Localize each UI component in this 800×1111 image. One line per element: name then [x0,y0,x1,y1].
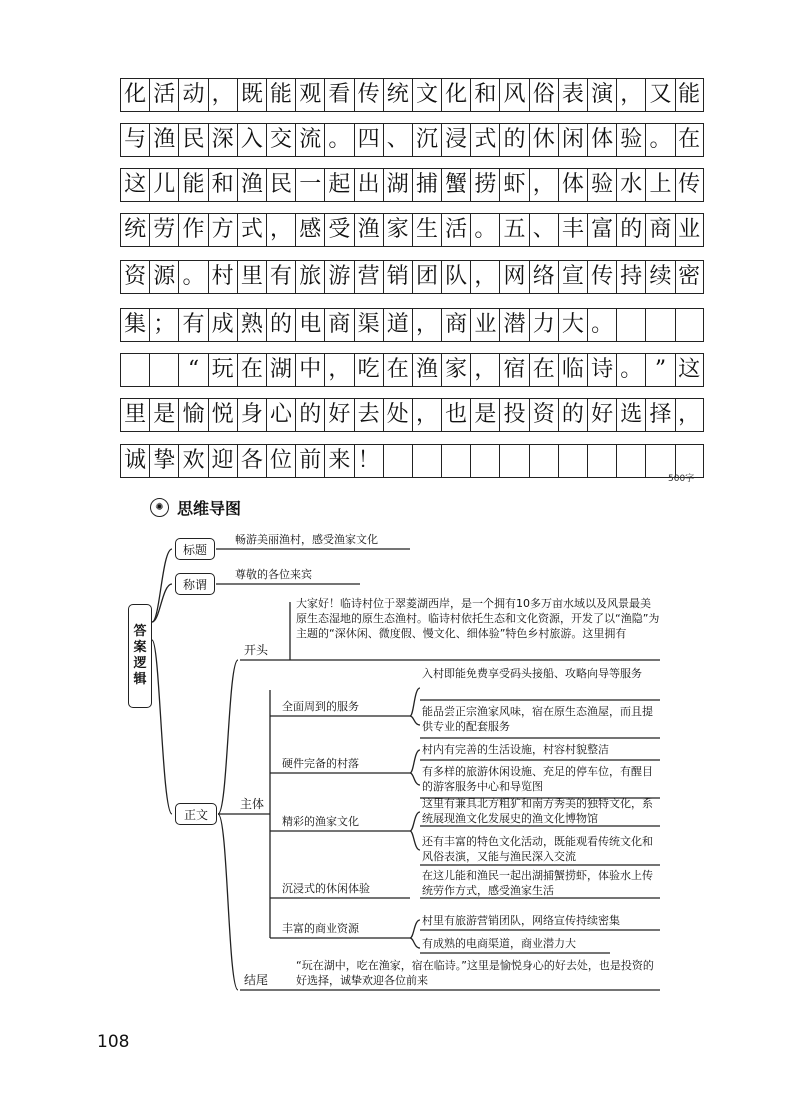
grid-cell: 文 [412,78,441,112]
word-count-label: 500字 [668,474,695,484]
grid-cell: 络 [529,260,558,294]
page-number: 108 [97,1032,130,1052]
grid-cell: 队 [441,260,470,294]
grid-cell: 来 [324,444,353,478]
grid-cell: 各 [237,444,266,478]
grid-cell: ， [529,168,558,202]
grid-cell: 团 [412,260,441,294]
grid-cell: 湖 [383,168,412,202]
grid-cell: 观 [295,78,324,112]
grid-cell: 演 [587,78,616,112]
grid-cell: 玩 [208,353,237,387]
grid-cell: 成 [208,308,237,342]
grid-cell: 民 [178,123,207,157]
grid-cell: 商 [441,308,470,342]
root-node-label [133,624,146,688]
grid-cell: 渔 [354,213,383,247]
grid-cell: 闲 [558,123,587,157]
grid-cell: 水 [616,168,645,202]
grid-cell: 熟 [237,308,266,342]
grid-cell: 里 [120,398,149,432]
grid-cell: 临 [558,353,587,387]
grid-cell: 营 [354,260,383,294]
grid-cell: 虾 [499,168,528,202]
grid-cell: 去 [354,398,383,432]
grid-cell: 。 [587,308,616,342]
grid-cell: 活 [149,78,178,112]
grid-cell: 诚 [120,444,149,478]
ending-node: 结尾 [244,973,269,987]
grid-cell: 的 [616,213,645,247]
grid-cell: 民 [266,168,295,202]
grid-cell: 愉 [178,398,207,432]
grid-cell: 这 [675,353,704,387]
grid-cell: 传 [354,78,383,112]
grid-cell: 源 [149,260,178,294]
grid-cell: 资 [529,398,558,432]
grid-cell: 上 [645,168,674,202]
branch-label: 硬件完备的村落 [282,757,359,770]
grid-cell: 在 [675,123,704,157]
branch-detail: 村里有旅游营销团队，网络宣传持续密集 [422,914,620,927]
grid-cell: 沉 [412,123,441,157]
grid-cell: 化 [441,78,470,112]
grid-cell: 。 [178,260,207,294]
grid-cell: 受 [324,213,353,247]
grid-cell: 村 [208,260,237,294]
grid-cell: 式 [237,213,266,247]
branch-label: 沉浸式的休闲体验 [282,882,370,895]
grid-cell: 好 [324,398,353,432]
branch-detail: 有成熟的电商渠道，商业潜力大 [422,937,576,950]
grid-cell: 传 [587,260,616,294]
grid-cell: 湖 [266,353,295,387]
grid-cell: 择 [645,398,674,432]
grid-cell: 化 [120,78,149,112]
grid-cell: 动 [178,78,207,112]
title-text: 畅游美丽渔村，感受渔家文化 [235,533,378,546]
grid-cell: ， [412,308,441,342]
grid-cell: 在 [383,353,412,387]
grid-cell: ， [470,260,499,294]
grid-cell: 好 [587,398,616,432]
grid-cell: ” [645,353,674,387]
grid-cell: 前 [295,444,324,478]
grid-cell: 作 [178,213,207,247]
grid-cell: 和 [470,78,499,112]
grid-cell: 销 [383,260,412,294]
grid-cell: 旅 [295,260,324,294]
grid-cell: 生 [412,213,441,247]
grid-cell: 风 [499,78,528,112]
grid-cell: 、 [529,213,558,247]
grid-cell: 吃 [354,353,383,387]
grid-cell: 的 [499,123,528,157]
grid-cell: 家 [383,213,412,247]
branch-detail: 有多样的旅游休闲设施、充足的停车位，有醒目的游客服务中心和导览图 [422,765,653,793]
grid-cell: ； [149,308,178,342]
grid-cell: 力 [529,308,558,342]
grid-cell: 验 [616,123,645,157]
grid-cell: 是 [470,398,499,432]
grid-cell: 劳 [149,213,178,247]
grid-cell: 宣 [558,260,587,294]
branch-detail: 在这儿能和渔民一起出湖捕蟹捞虾，体验水上传统劳作方式，感受渔家生活 [422,869,653,897]
grid-cell: 身 [237,398,266,432]
grid-cell: 渠 [354,308,383,342]
grid-cell: 流 [295,123,324,157]
grid-cell: 密 [675,260,704,294]
grid-cell: 体 [558,168,587,202]
grid-cell: 四 [354,123,383,157]
brain-icon: ✺ [150,498,169,517]
grid-cell: 资 [120,260,149,294]
grid-cell: 的 [558,398,587,432]
grid-cell: 丰 [558,213,587,247]
grid-cell: 捞 [470,168,499,202]
mind-map-heading: 思维导图 [177,499,242,518]
grid-cell: 式 [470,123,499,157]
grid-cell: 蟹 [441,168,470,202]
grid-cell: ， [412,398,441,432]
grid-cell: 悦 [208,398,237,432]
address-text: 尊敬的各位来宾 [235,568,312,581]
grid-cell: ， [470,353,499,387]
grid-cell: 感 [295,213,324,247]
grid-cell: 表 [558,78,587,112]
grid-cell: 一 [295,168,324,202]
grid-cell: 处 [383,398,412,432]
grid-cell: 、 [383,123,412,157]
grid-cell: 是 [149,398,178,432]
grid-cell: ！ [354,444,383,478]
grid-cell: 。 [645,123,674,157]
grid-cell: 心 [266,398,295,432]
root-char: 答 [133,624,147,639]
grid-cell: 网 [499,260,528,294]
grid-cell: 儿 [149,168,178,202]
branch-label: 丰富的商业资源 [282,922,359,935]
grid-cell: 诗 [587,353,616,387]
grid-cell: 迎 [208,444,237,478]
grid-cell: 这 [120,168,149,202]
grid-cell: 中 [295,353,324,387]
branch-detail: 入村即能免费享受码头接船、攻略向导等服务 [422,667,642,680]
main-node: 主体 [240,797,265,811]
grid-cell: 方 [208,213,237,247]
grid-cell: 能 [266,78,295,112]
grid-cell: 。 [470,213,499,247]
grid-cell: 业 [675,213,704,247]
grid-cell: 业 [470,308,499,342]
grid-cell: 既 [237,78,266,112]
grid-cell: 五 [499,213,528,247]
grid-cell: 的 [266,308,295,342]
grid-cell: 统 [383,78,412,112]
grid-cell: 渔 [149,123,178,157]
root-char: 辑 [133,672,147,687]
grid-cell: 大 [558,308,587,342]
grid-cell: 传 [675,168,704,202]
root-char: 案 [133,640,147,655]
root-node [128,604,152,708]
grid-cell: 又 [645,78,674,112]
grid-cell: ， [675,398,704,432]
grid-cell: 看 [324,78,353,112]
grid-cell: 在 [529,353,558,387]
title-node: 标题 [175,538,215,560]
branch-detail: 还有丰富的特色文化活动，既能观看传统文化和风俗表演，又能与渔民深入交流 [422,835,653,863]
branch-detail: 这里有兼具北方粗犷和南方秀美的独特文化，系统展现渔文化发展史的渔文化博物馆 [422,797,653,825]
grid-cell: ， [266,213,295,247]
address-node: 称谓 [175,573,215,595]
grid-cell: 在 [237,353,266,387]
grid-cell: 电 [295,308,324,342]
grid-cell: 交 [266,123,295,157]
branch-label: 全面周到的服务 [282,700,359,713]
branch-detail: 村内有完善的生活设施，村容村貌整洁 [422,743,609,756]
grid-cell: 有 [178,308,207,342]
grid-cell: 选 [616,398,645,432]
opening-text: 大家好！临诗村位于翠菱湖西岸，是一个拥有10多万亩水域以及风景最美原生态湿地的原生态渔村。临诗村依托生态和文化资源，开发了以“渔隐”为主题的“深休闲、微度假、慢文化、细体验”特色乡村旅游。这里拥有 [296,597,660,640]
grid-cell: 出 [354,168,383,202]
grid-cell: 集 [120,308,149,342]
grid-cell: 与 [120,123,149,157]
grid-cell: 能 [178,168,207,202]
grid-cell: 欢 [178,444,207,478]
grid-cell: 商 [645,213,674,247]
grid-cell: 商 [324,308,353,342]
grid-cell: 休 [529,123,558,157]
grid-cell: 家 [441,353,470,387]
ending-text: “玩在湖中，吃在渔家，宿在临诗。”这里是愉悦身心的好去处，也是投资的好选择，诚挚欢迎各位前来 [296,959,654,987]
grid-cell: 渔 [412,353,441,387]
grid-cell: 持 [616,260,645,294]
opening-node: 开头 [244,643,269,657]
grid-cell: ， [324,353,353,387]
grid-cell: 潜 [499,308,528,342]
branch-detail: 能品尝正宗渔家风味，宿在原生态渔屋，而且提供专业的配套服务 [422,705,653,733]
grid-cell: 的 [295,398,324,432]
grid-cell: 和 [208,168,237,202]
grid-cell: 能 [675,78,704,112]
body-node: 正文 [175,803,217,825]
grid-cell: ， [616,78,645,112]
grid-cell: 宿 [499,353,528,387]
grid-cell: 捕 [412,168,441,202]
grid-cell: 浸 [441,123,470,157]
grid-cell: 道 [383,308,412,342]
grid-cell: 有 [266,260,295,294]
grid-cell: 入 [237,123,266,157]
grid-cell: 游 [324,260,353,294]
branch-label: 精彩的渔家文化 [282,815,359,828]
grid-cell: 。 [616,353,645,387]
grid-cell: 深 [208,123,237,157]
grid-cell: 渔 [237,168,266,202]
grid-cell: 位 [266,444,295,478]
grid-cell: 。 [324,123,353,157]
grid-cell: 也 [441,398,470,432]
grid-cell: 挚 [149,444,178,478]
grid-cell: “ [178,353,207,387]
grid-cell: 体 [587,123,616,157]
grid-cell: 里 [237,260,266,294]
grid-cell: 验 [587,168,616,202]
grid-cell: 活 [441,213,470,247]
grid-cell: 起 [324,168,353,202]
grid-cell: 富 [587,213,616,247]
grid-cell: 投 [499,398,528,432]
grid-cell: ， [208,78,237,112]
grid-cell: 统 [120,213,149,247]
grid-cell: 俗 [529,78,558,112]
root-char: 逻 [133,656,147,671]
grid-cell: 续 [645,260,674,294]
